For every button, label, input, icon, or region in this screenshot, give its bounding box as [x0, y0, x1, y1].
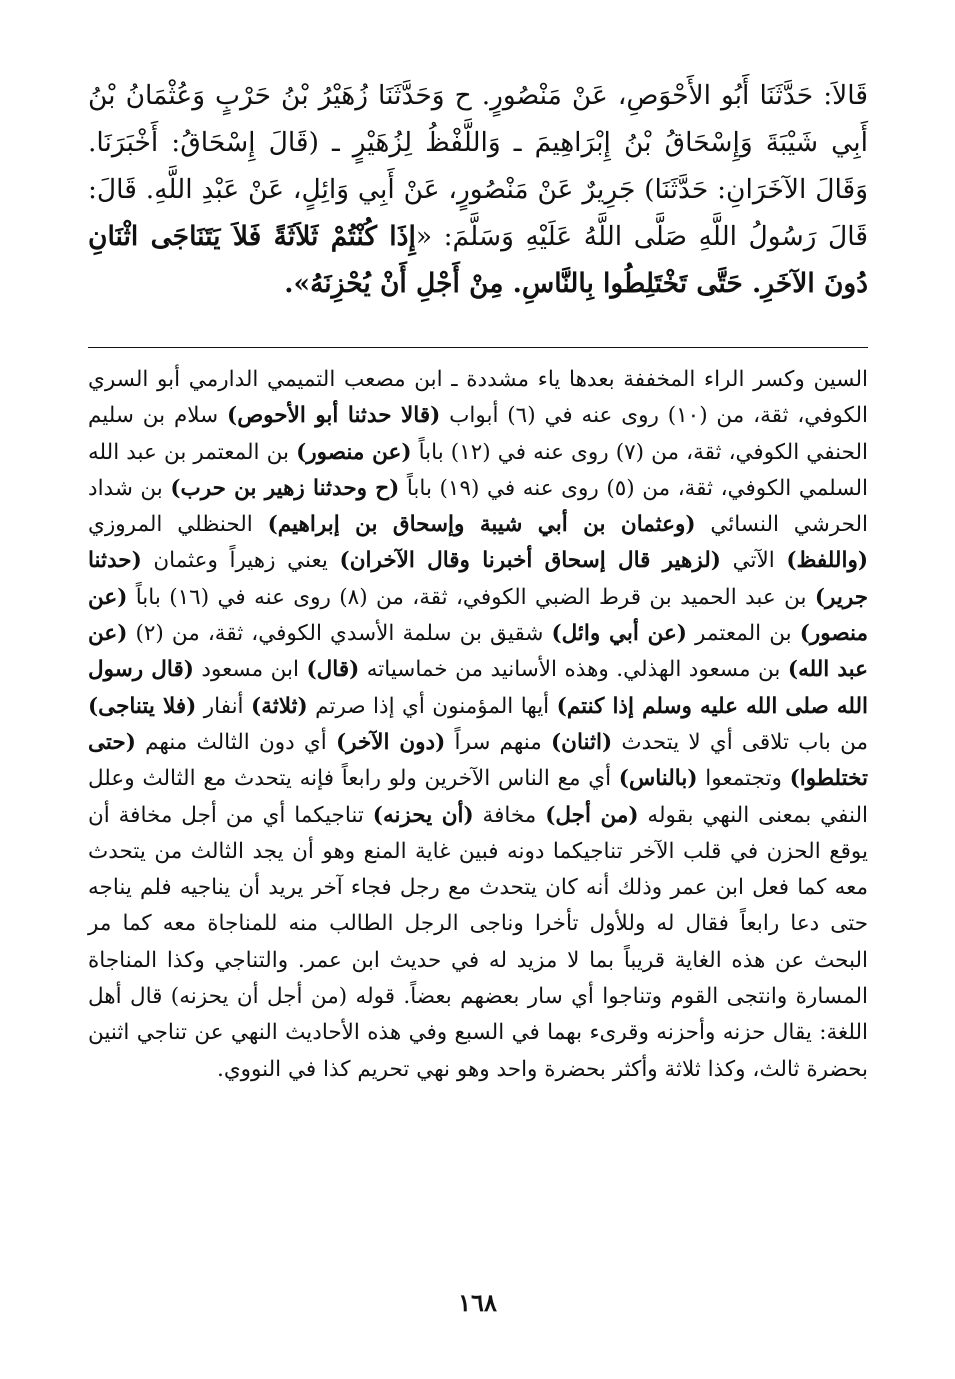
commentary-run: السين وكسر الراء المخففة بعدها ياء مشددة ـ ابن مصعب التميمي الدارمي أبو السري الكوفي، ثقة، من (١٠) روى عنه في (٦) أبواب	[88, 367, 869, 429]
commentary-bold-phrase: (قال)	[306, 657, 360, 683]
commentary-bold-phrase: (قالا حدثنا أبو الأحوص)	[227, 403, 441, 429]
commentary-run: بن عبد الحميد بن قرط الضبي الكوفي، ثقة، من (٨) روى عنه في (١٦) باباً	[127, 584, 815, 610]
hadith-chain: قَالاَ: حَدَّثَنَا أَبُو الأَحْوَصِ، عَنْ مَنْصُورٍ. ح وَحَدَّثَنَا زُهَيْرُ بْنُ حَرْبٍ وَعُثْمَانُ بْنُ أَبِي شَيْبَةَ وَإِسْحَاقُ بْنُ إِبْرَاهِيمَ ـ وَاللَّفْظُ لِزُهَيْرٍ ـ (قَالَ إِسْحَاقُ: أَخْبَرَنَا. وَقَالَ الآخَرَانِ: حَدَّثَنَا) جَرِيرٌ عَنْ مَنْصُورٍ، عَنْ أَبِي وَائِلٍ، عَنْ عَبْدِ اللَّهِ. قَالَ: قَالَ رَسُولُ اللَّهِ صَلَّى اللَّهُ عَلَيْهِ وَسَلَّمَ: «	[88, 80, 868, 252]
commentary-bold-phrase: (عن أبي وائل)	[551, 621, 687, 647]
commentary-bold-phrase: (ثلاثة)	[251, 693, 308, 719]
commentary-run: وتجتمعوا	[697, 766, 790, 792]
commentary-run: بن مسعود الهذلي. وهذه الأسانيد من خماسياته	[359, 657, 788, 683]
commentary-bold-phrase: (ح وحدثنا زهير بن حرب)	[170, 475, 400, 501]
commentary-bold-phrase: (لزهير قال إسحاق أخبرنا وقال الآخران)	[339, 548, 721, 574]
commentary-bold-phrase: (وعثمان بن أبي شيبة وإسحاق بن إبراهيم)	[267, 512, 696, 538]
commentary-bold-phrase: (من أجل)	[545, 802, 639, 828]
commentary-run: أي مع الناس الآخرين ولو رابعاً فإنه يتحدث مع الثالث وعلل النفي بمعنى النهي بقوله	[88, 766, 868, 828]
commentary-bold-phrase: (اثنان)	[551, 729, 613, 755]
commentary-run: الآتي	[720, 548, 787, 574]
commentary-bold-phrase: (واللفظ)	[786, 548, 868, 574]
commentary-run: مخافة	[473, 802, 546, 828]
footnote-divider	[88, 347, 868, 348]
commentary-run: الحنظلي المروزي	[88, 512, 268, 538]
commentary	[88, 362, 868, 1088]
commentary-bold-phrase: (عن منصور)	[88, 584, 868, 647]
hadith-paragraph	[88, 72, 868, 307]
commentary-bold-phrase: (فلا يتناجى)	[88, 693, 197, 719]
commentary-run: شقيق بن سلمة الأسدي الكوفي، ثقة، من (٢)	[127, 621, 552, 647]
commentary-run: أي دون الثالث منهم	[135, 729, 336, 755]
hadith-end: ».	[284, 268, 311, 299]
commentary-bold-phrase: (أن يحزنه)	[372, 802, 474, 828]
page-number: ١٦٨	[458, 1288, 497, 1317]
commentary-paragraph	[88, 362, 868, 1088]
hadith-matn: إِذَا كُنْتُمْ ثَلاَثَةً فَلاَ يَتَنَاجَى اثْنَانِ دُونَ الآخَرِ. حَتَّى تَخْتَلِطُوا بِالنَّاسِ. مِنْ أَجْلِ أَنْ يُحْزِنَهُ	[88, 221, 868, 299]
commentary-run: بن المعتمر	[686, 621, 800, 647]
commentary-run: منهم سراً	[445, 729, 551, 755]
commentary-bold-phrase: (دون الآخر)	[335, 729, 446, 755]
page-body	[88, 72, 868, 1088]
commentary-bold-phrase: (حتى تختلطوا)	[88, 729, 868, 792]
commentary-run: بن شداد الحرشي النسائي	[88, 475, 868, 538]
commentary-bold-phrase: (عن عبد الله)	[88, 621, 868, 683]
commentary-run: أنفار	[196, 693, 252, 719]
commentary-bold-phrase: (قال رسول الله صلى الله عليه وسلم إذا كنتم)	[88, 657, 868, 719]
commentary-run: أيها المؤمنون أي إذا صرتم	[307, 693, 557, 719]
hadith-text	[88, 72, 868, 307]
commentary-run: سلام بن سليم الحنفي الكوفي، ثقة، من (٧) روى عنه في (١٢) باباً	[88, 403, 868, 465]
commentary-bold-phrase: (عن منصور)	[296, 439, 412, 465]
commentary-run: بن المعتمر بن عبد الله السلمي الكوفي، ثقة، من (٥) روى عنه في (١٩) باباً	[88, 439, 868, 501]
commentary-bold-phrase: (حدثنا جرير)	[88, 548, 868, 610]
commentary-run: يعني زهيراً وعثمان	[141, 548, 340, 574]
commentary-run: تناجيكما أي من أجل مخافة أن يوقع الحزن في قلب الآخر تناجيكما دونه فبين غاية المنع وهو أن يجد الثالث من يتحدث معه كما فعل ابن عمر وذلك أنه كان يتحدث مع رجل فجاء آخر يريد أن يناجيه فلم يناجه حتى دعا رابعاً فقال له وللأول تأخرا وناجى الرجل الطالب منه للمناجاة معه كما مر البحث عن هذه الغاية قريباً بما لا مزيد له في حديث ابن عمر. والتناجي وكذا المناجاة المسارة وانتجى القوم وتناجوا أي سار بعضهم بعضاً. قوله (من أجل أن يحزنه) قال أهل اللغة: يقال حزنه وأحزنه وقرىء بهما في السبع وفي هذه الأحاديث النهي عن تناجي اثنين بحضرة ثالث، وكذا ثلاثة وأكثر بحضرة واحد وهو نهي تحريم كذا في النووي.	[88, 802, 868, 1082]
commentary-bold-phrase: (بالناس)	[618, 766, 698, 792]
commentary-run: ابن مسعود	[193, 657, 307, 683]
commentary-run: من باب تلاقى أي لا يتحدث	[612, 729, 869, 755]
